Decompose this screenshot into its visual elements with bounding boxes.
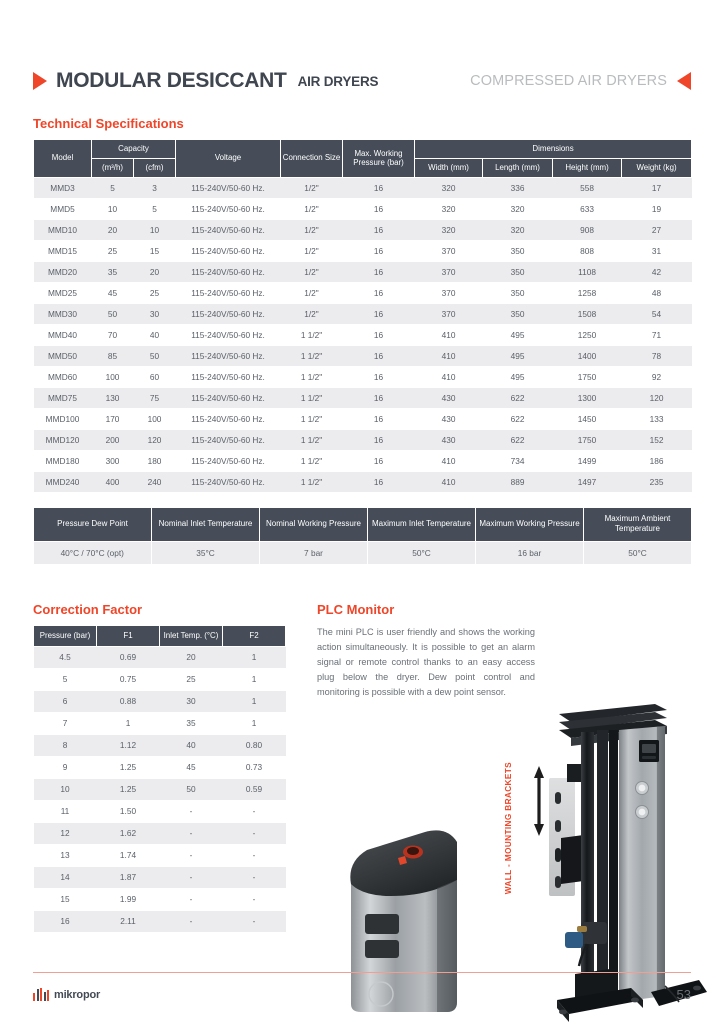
table-row: [34, 910, 286, 932]
table-cell: 20: [160, 646, 223, 668]
table-cell: 1.25: [97, 778, 160, 800]
table-cell: 20: [92, 219, 134, 240]
up-down-arrow-icon: [531, 762, 547, 840]
table-cell: 1 1/2": [281, 387, 343, 408]
dew-point-header-cell: Maximum Working Pressure: [476, 507, 584, 541]
table-cell: 45: [160, 756, 223, 778]
th-weight: Weight (kg): [622, 158, 692, 177]
table-cell: 16: [34, 910, 97, 932]
table-row: [34, 690, 286, 712]
table-cell: -: [160, 910, 223, 932]
table-cell: 1499: [553, 450, 622, 471]
table-cell: 1/2": [281, 219, 343, 240]
table-cell: 320: [483, 198, 553, 219]
table-cell: 1/2": [281, 177, 343, 198]
table-cell: 10: [134, 219, 176, 240]
table-cell: 633: [553, 198, 622, 219]
table-cell: 20: [134, 261, 176, 282]
table-cell: 115-240V/50-60 Hz.: [176, 324, 281, 345]
table-cell: MMD40: [34, 324, 92, 345]
table-cell: MMD5: [34, 198, 92, 219]
table-cell: 1 1/2": [281, 324, 343, 345]
table-row: [34, 450, 692, 471]
table-cell: 115-240V/50-60 Hz.: [176, 345, 281, 366]
table-cell: 1497: [553, 471, 622, 492]
table-cell: 115-240V/50-60 Hz.: [176, 198, 281, 219]
table-cell: 5: [92, 177, 134, 198]
table-cell: 9: [34, 756, 97, 778]
table-row: [34, 408, 692, 429]
table-cell: MMD30: [34, 303, 92, 324]
correction-factor-header-cell: Pressure (bar): [34, 625, 97, 646]
dew-point-value-cell: 40°C / 70°C (opt): [34, 541, 152, 564]
table-cell: 200: [92, 429, 134, 450]
brand-logo: [33, 988, 100, 1001]
th-length: Length (mm): [483, 158, 553, 177]
dew-point-header-cell: Nominal Working Pressure: [260, 507, 368, 541]
table-cell: 115-240V/50-60 Hz.: [176, 282, 281, 303]
table-cell: 50: [134, 345, 176, 366]
table-cell: 11: [34, 800, 97, 822]
page-header: [33, 0, 691, 100]
table-cell: 115-240V/50-60 Hz.: [176, 429, 281, 450]
table-cell: 495: [483, 366, 553, 387]
wall-mounting-brackets-label: WALL - MOUNTING BRACKETS: [504, 762, 513, 895]
dew-point-header-cell: Maximum Ambient Temperature: [584, 507, 692, 541]
table-cell: 35: [92, 261, 134, 282]
table-cell: MMD20: [34, 261, 92, 282]
correction-factor-heading: Correction Factor: [33, 601, 143, 617]
plc-monitor-description: The mini PLC is user friendly and shows the working action simultaneously. It is possible to get an alarm signal or remote control thanks to an easy access plug below the dryer. Dew point control and monitoring is possible with a dew point sensor.: [317, 626, 535, 698]
table-cell: 50: [160, 778, 223, 800]
th-dimensions: Dimensions: [415, 140, 692, 159]
table-cell: 1 1/2": [281, 345, 343, 366]
table-cell: MMD15: [34, 240, 92, 261]
plc-monitor-column: [285, 586, 691, 1030]
table-cell: 495: [483, 345, 553, 366]
table-cell: 16: [343, 408, 415, 429]
th-width: Width (mm): [415, 158, 483, 177]
table-cell: 370: [415, 282, 483, 303]
correction-factor-header-cell: F2: [223, 625, 286, 646]
table-cell: 240: [134, 471, 176, 492]
table-cell: MMD3: [34, 177, 92, 198]
table-cell: 1750: [553, 366, 622, 387]
header-category-group: [470, 72, 691, 90]
table-cell: 115-240V/50-60 Hz.: [176, 219, 281, 240]
table-cell: 908: [553, 219, 622, 240]
table-cell: 734: [483, 450, 553, 471]
table-cell: 320: [415, 177, 483, 198]
table-cell: 1/2": [281, 240, 343, 261]
table-cell: 1258: [553, 282, 622, 303]
table-cell: 410: [415, 366, 483, 387]
table-row: [34, 240, 692, 261]
table-cell: 10: [34, 778, 97, 800]
table-cell: 130: [92, 387, 134, 408]
table-row: [34, 324, 692, 345]
table-cell: MMD100: [34, 408, 92, 429]
table-cell: -: [160, 866, 223, 888]
th-model: Model: [34, 140, 92, 178]
table-cell: -: [223, 800, 286, 822]
th-height: Height (mm): [553, 158, 622, 177]
triangle-right-icon: [33, 72, 47, 90]
table-row: [34, 822, 286, 844]
table-cell: 350: [483, 282, 553, 303]
table-cell: 14: [34, 866, 97, 888]
table-cell: 35: [160, 712, 223, 734]
table-row: [34, 303, 692, 324]
table-cell: MMD75: [34, 387, 92, 408]
dew-point-value-cell: 16 bar: [476, 541, 584, 564]
table-cell: 115-240V/50-60 Hz.: [176, 387, 281, 408]
table-cell: 133: [622, 408, 692, 429]
table-cell: 16: [343, 261, 415, 282]
table-cell: 186: [622, 450, 692, 471]
correction-factor-table: [33, 625, 286, 933]
table-cell: 1508: [553, 303, 622, 324]
table-cell: 2.11: [97, 910, 160, 932]
table-cell: -: [223, 910, 286, 932]
table-cell: 1 1/2": [281, 471, 343, 492]
table-cell: 430: [415, 408, 483, 429]
page-number: 53: [676, 987, 691, 1002]
dew-point-header-cell: Pressure Dew Point: [34, 507, 152, 541]
table-row: [34, 387, 692, 408]
table-row: [34, 888, 286, 910]
table-cell: 410: [415, 324, 483, 345]
brand-name: mikropor: [54, 988, 101, 1001]
table-cell: 42: [622, 261, 692, 282]
table-cell: 25: [134, 282, 176, 303]
triangle-left-icon: [677, 72, 691, 90]
table-cell: 16: [343, 471, 415, 492]
table-cell: 1.12: [97, 734, 160, 756]
table-cell: 100: [134, 408, 176, 429]
table-cell: 889: [483, 471, 553, 492]
table-cell: 0.75: [97, 668, 160, 690]
table-row: [34, 668, 286, 690]
table-row: [34, 756, 286, 778]
table-cell: 430: [415, 429, 483, 450]
table-cell: 1: [223, 668, 286, 690]
table-cell: 1450: [553, 408, 622, 429]
table-cell: 350: [483, 240, 553, 261]
th-connection-size: Connection Size: [281, 140, 343, 178]
table-cell: 54: [622, 303, 692, 324]
table-cell: 1: [223, 690, 286, 712]
plc-monitor-heading: PLC Monitor: [317, 601, 395, 617]
table-cell: 115-240V/50-60 Hz.: [176, 261, 281, 282]
table-cell: 410: [415, 345, 483, 366]
table-cell: 336: [483, 177, 553, 198]
table-row: [34, 734, 286, 756]
table-cell: 1250: [553, 324, 622, 345]
th-capacity: Capacity: [92, 140, 176, 159]
table-cell: 0.80: [223, 734, 286, 756]
technical-specifications-heading: Technical Specifications: [33, 116, 184, 131]
table-cell: 7: [34, 712, 97, 734]
table-cell: 1108: [553, 261, 622, 282]
table-cell: MMD60: [34, 366, 92, 387]
table-cell: 808: [553, 240, 622, 261]
table-cell: 120: [134, 429, 176, 450]
table-cell: 410: [415, 450, 483, 471]
dew-point-header-cell: Maximum Inlet Temperature: [368, 507, 476, 541]
table-cell: 115-240V/50-60 Hz.: [176, 303, 281, 324]
table-cell: 320: [415, 198, 483, 219]
table-cell: 370: [415, 240, 483, 261]
bottom-section: [33, 586, 691, 1030]
table-cell: 180: [134, 450, 176, 471]
table-cell: 115-240V/50-60 Hz.: [176, 240, 281, 261]
table-cell: 0.88: [97, 690, 160, 712]
table-cell: 1 1/2": [281, 408, 343, 429]
table-cell: 1/2": [281, 282, 343, 303]
table-row: [34, 778, 286, 800]
table-cell: 1400: [553, 345, 622, 366]
table-cell: 60: [134, 366, 176, 387]
table-cell: -: [160, 888, 223, 910]
technical-specifications-table: [33, 139, 692, 493]
table-cell: 27: [622, 219, 692, 240]
table-cell: 16: [343, 324, 415, 345]
table-cell: 6: [34, 690, 97, 712]
table-cell: -: [160, 800, 223, 822]
th-capacity-m3h: (m³/h): [92, 158, 134, 177]
table-cell: MMD120: [34, 429, 92, 450]
table-cell: 8: [34, 734, 97, 756]
table-cell: -: [223, 866, 286, 888]
table-cell: 30: [134, 303, 176, 324]
table-cell: 4.5: [34, 646, 97, 668]
table-row: [34, 866, 286, 888]
table-row: [34, 345, 692, 366]
correction-factor-header-cell: F1: [97, 625, 160, 646]
table-cell: 1 1/2": [281, 366, 343, 387]
table-cell: 17: [622, 177, 692, 198]
table-cell: 16: [343, 429, 415, 450]
table-cell: 16: [343, 177, 415, 198]
table-cell: 115-240V/50-60 Hz.: [176, 408, 281, 429]
table-cell: -: [223, 888, 286, 910]
table-cell: 48: [622, 282, 692, 303]
table-cell: 622: [483, 429, 553, 450]
header-title-group: [33, 69, 378, 93]
table-cell: 622: [483, 387, 553, 408]
table-cell: 16: [343, 219, 415, 240]
table-cell: MMD180: [34, 450, 92, 471]
th-max-working-pressure: Max. Working Pressure (bar): [343, 140, 415, 178]
table-cell: 1/2": [281, 198, 343, 219]
table-cell: 12: [34, 822, 97, 844]
table-cell: 1.87: [97, 866, 160, 888]
table-cell: 558: [553, 177, 622, 198]
table-cell: 1300: [553, 387, 622, 408]
page-footer: [33, 972, 691, 1002]
table-cell: 320: [483, 219, 553, 240]
table-cell: 1/2": [281, 303, 343, 324]
table-cell: -: [223, 822, 286, 844]
table-cell: 5: [134, 198, 176, 219]
table-cell: -: [160, 822, 223, 844]
table-cell: 430: [415, 387, 483, 408]
table-cell: 350: [483, 261, 553, 282]
table-cell: 15: [134, 240, 176, 261]
footer-divider: [33, 972, 691, 973]
correction-factor-header-row: [34, 625, 286, 646]
table-cell: 31: [622, 240, 692, 261]
table-row: [34, 282, 692, 303]
table-cell: 1/2": [281, 261, 343, 282]
table-cell: 400: [92, 471, 134, 492]
table-cell: 16: [343, 282, 415, 303]
table-cell: 15: [34, 888, 97, 910]
table-cell: 235: [622, 471, 692, 492]
table-row: [34, 800, 286, 822]
table-cell: 1.50: [97, 800, 160, 822]
table-cell: 350: [483, 303, 553, 324]
table-cell: 16: [343, 345, 415, 366]
pressure-dew-point-header-row: [34, 507, 692, 541]
table-cell: MMD240: [34, 471, 92, 492]
table-cell: 13: [34, 844, 97, 866]
table-cell: 92: [622, 366, 692, 387]
table-cell: 0.69: [97, 646, 160, 668]
table-cell: 40: [160, 734, 223, 756]
table-cell: MMD10: [34, 219, 92, 240]
table-cell: 115-240V/50-60 Hz.: [176, 177, 281, 198]
table-cell: 1.25: [97, 756, 160, 778]
table-cell: 1.99: [97, 888, 160, 910]
table-cell: MMD50: [34, 345, 92, 366]
table-cell: 40: [134, 324, 176, 345]
table-cell: 0.73: [223, 756, 286, 778]
table-row: [34, 219, 692, 240]
table-row: [34, 198, 692, 219]
correction-factor-column: [33, 586, 285, 1030]
table-cell: 50: [92, 303, 134, 324]
table-row: [34, 177, 692, 198]
table-cell: 30: [160, 690, 223, 712]
table-row: [34, 471, 692, 492]
pressure-dew-point-value-row: [34, 541, 692, 564]
table-cell: 370: [415, 261, 483, 282]
table-row: [34, 261, 692, 282]
correction-factor-body: [34, 646, 286, 932]
table-cell: 1 1/2": [281, 429, 343, 450]
table-cell: 320: [415, 219, 483, 240]
dew-point-value-cell: 50°C: [584, 541, 692, 564]
page-subtitle: AIR DRYERS: [297, 73, 379, 89]
table-cell: -: [160, 844, 223, 866]
table-cell: 16: [343, 240, 415, 261]
table-cell: 70: [92, 324, 134, 345]
table-cell: 16: [343, 303, 415, 324]
dew-point-value-cell: 50°C: [368, 541, 476, 564]
table-cell: 1: [97, 712, 160, 734]
table-cell: 100: [92, 366, 134, 387]
th-voltage: Voltage: [176, 140, 281, 178]
table-cell: 370: [415, 303, 483, 324]
category-label: COMPRESSED AIR DRYERS: [470, 73, 667, 89]
table-cell: 115-240V/50-60 Hz.: [176, 450, 281, 471]
dew-point-value-cell: 35°C: [152, 541, 260, 564]
table-cell: 0.59: [223, 778, 286, 800]
table-cell: 85: [92, 345, 134, 366]
table-cell: 16: [343, 366, 415, 387]
dew-point-value-cell: 7 bar: [260, 541, 368, 564]
table-cell: 3: [134, 177, 176, 198]
table-cell: -: [223, 844, 286, 866]
table-row: [34, 646, 286, 668]
table-cell: 45: [92, 282, 134, 303]
table-row: [34, 429, 692, 450]
table-cell: 5: [34, 668, 97, 690]
table-cell: 16: [343, 450, 415, 471]
table-cell: 622: [483, 408, 553, 429]
table-cell: 410: [415, 471, 483, 492]
table-cell: 71: [622, 324, 692, 345]
logo-bars-icon: [33, 988, 49, 1001]
table-cell: 300: [92, 450, 134, 471]
table-cell: 1.62: [97, 822, 160, 844]
correction-factor-header-cell: Inlet Temp. (°C): [160, 625, 223, 646]
table-row: [34, 844, 286, 866]
table-cell: MMD25: [34, 282, 92, 303]
table-cell: 115-240V/50-60 Hz.: [176, 366, 281, 387]
table-cell: 75: [134, 387, 176, 408]
table-cell: 1: [223, 712, 286, 734]
pressure-dew-point-table: [33, 507, 692, 564]
table-cell: 78: [622, 345, 692, 366]
table-row: [34, 366, 692, 387]
technical-specifications-body: [34, 177, 692, 492]
table-cell: 10: [92, 198, 134, 219]
table-cell: 16: [343, 387, 415, 408]
dew-point-header-cell: Nominal Inlet Temperature: [152, 507, 260, 541]
table-cell: 170: [92, 408, 134, 429]
th-capacity-cfm: (cfm): [134, 158, 176, 177]
table-cell: 120: [622, 387, 692, 408]
table-cell: 115-240V/50-60 Hz.: [176, 471, 281, 492]
table-cell: 1 1/2": [281, 450, 343, 471]
table-cell: 16: [343, 198, 415, 219]
table-cell: 1.74: [97, 844, 160, 866]
table-cell: 495: [483, 324, 553, 345]
table-cell: 1: [223, 646, 286, 668]
table-row: [34, 712, 286, 734]
table-cell: 19: [622, 198, 692, 219]
table-cell: 152: [622, 429, 692, 450]
table-cell: 1750: [553, 429, 622, 450]
page-title: MODULAR DESICCANT: [56, 69, 287, 92]
table-cell: 25: [92, 240, 134, 261]
table-cell: 25: [160, 668, 223, 690]
